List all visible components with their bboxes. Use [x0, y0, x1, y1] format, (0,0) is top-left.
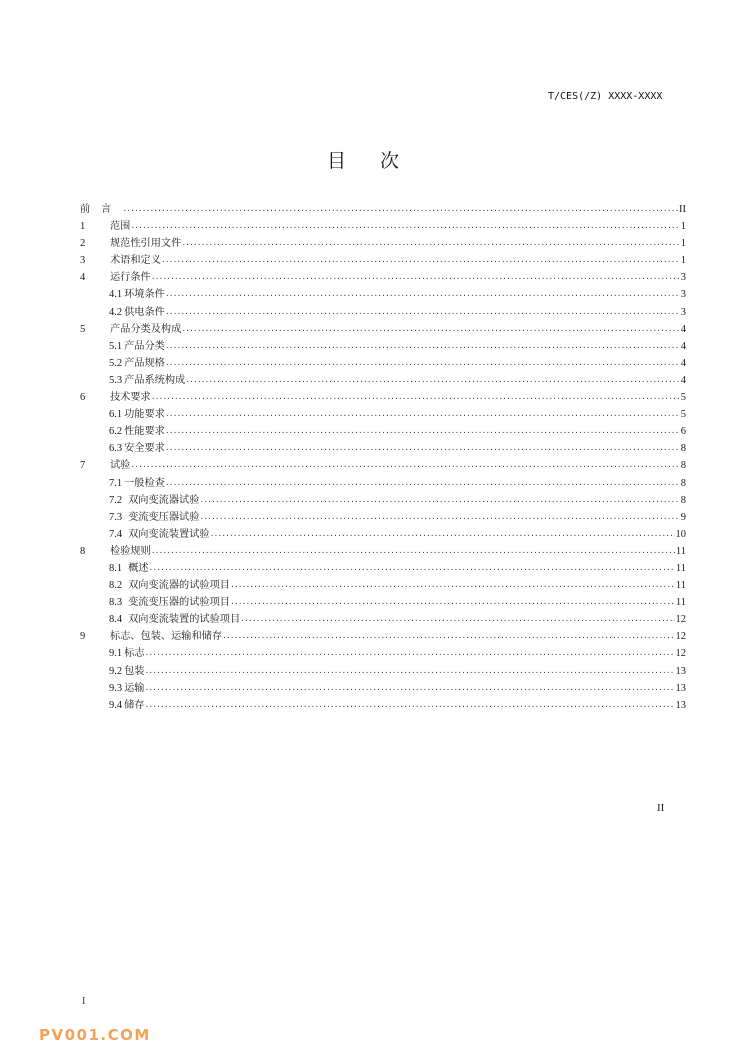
toc-label: 变流变压器试验	[128, 511, 200, 523]
toc-entry[interactable]	[80, 235, 686, 252]
toc-page: 4	[680, 323, 686, 335]
toc-subentry[interactable]	[80, 509, 686, 526]
toc-number: 3	[80, 255, 86, 267]
toc-label: 术语和定义	[110, 255, 161, 267]
toc-number: 9.4	[109, 699, 123, 711]
toc-page: 12	[675, 631, 686, 643]
toc-subentry[interactable]	[80, 355, 686, 372]
toc-number: 5.2	[109, 357, 123, 369]
toc-label: 标志、包装、运输和储存	[110, 631, 223, 643]
toc-page: 3	[680, 289, 686, 301]
toc-label: 前言	[80, 204, 123, 215]
toc-label: 包装	[124, 665, 145, 677]
toc-subentry[interactable]	[80, 526, 686, 543]
toc-number: 9.1	[109, 648, 123, 660]
toc-page: 12	[675, 648, 686, 660]
toc-number: 5.3	[109, 374, 123, 386]
toc-label: 规范性引用文件	[110, 238, 182, 250]
toc-subentry[interactable]	[80, 492, 686, 509]
toc-label: 功能要求	[124, 409, 165, 421]
toc-page: 12	[675, 614, 686, 626]
toc-page: 8	[680, 443, 686, 455]
toc-number: 2	[80, 238, 86, 250]
toc-label: 运行条件	[110, 272, 151, 284]
toc-entry[interactable]	[80, 389, 686, 406]
toc-subentry[interactable]	[80, 440, 686, 457]
dot-leader	[166, 304, 679, 321]
toc-page: 4	[680, 340, 686, 352]
toc-page: 1	[680, 221, 686, 233]
table-of-contents	[80, 201, 686, 714]
toc-number: 9.3	[109, 682, 123, 694]
toc-number: 7.3	[109, 511, 123, 523]
toc-label: 运输	[124, 682, 145, 694]
toc-subentry[interactable]	[80, 304, 686, 321]
toc-label: 双向变流器试验	[128, 494, 200, 506]
dot-leader	[182, 235, 679, 252]
dot-leader	[211, 526, 675, 543]
toc-subentry[interactable]	[80, 645, 686, 662]
toc-entry[interactable]	[80, 269, 686, 286]
toc-entry[interactable]	[80, 218, 686, 235]
dot-leader	[131, 457, 679, 474]
toc-page: 3	[680, 272, 686, 284]
dot-leader	[146, 680, 675, 697]
dot-leader	[166, 423, 679, 440]
toc-page: 5	[680, 392, 686, 404]
toc-label: 产品分类及构成	[110, 323, 182, 335]
dot-leader	[131, 218, 679, 235]
toc-label: 变流变压器的试验项目	[128, 597, 230, 609]
toc-page: 11	[675, 580, 686, 592]
toc-entry[interactable]	[80, 628, 686, 645]
toc-number: 5.1	[109, 340, 123, 352]
toc-label: 产品分类	[124, 340, 165, 352]
dot-leader	[241, 611, 674, 628]
toc-label: 范围	[110, 221, 131, 233]
dot-leader	[186, 372, 679, 389]
toc-number: 6.1	[109, 409, 123, 421]
dot-leader	[123, 201, 678, 218]
dot-leader	[166, 475, 679, 492]
toc-page: II	[679, 204, 686, 215]
dot-leader	[200, 492, 679, 509]
toc-label: 试验	[110, 460, 131, 472]
toc-number: 6	[80, 392, 86, 404]
toc-subentry[interactable]	[80, 611, 686, 628]
dot-leader	[166, 440, 679, 457]
toc-entry[interactable]	[80, 252, 686, 269]
toc-page: 8	[680, 477, 686, 489]
toc-page: 3	[680, 306, 686, 318]
toc-subentry[interactable]	[80, 475, 686, 492]
toc-subentry[interactable]	[80, 560, 686, 577]
toc-label: 概述	[128, 562, 149, 574]
toc-number: 8.2	[109, 580, 123, 592]
toc-label: 双向变流器的试验项目	[128, 580, 230, 592]
toc-subentry[interactable]	[80, 680, 686, 697]
toc-page: 1	[680, 238, 686, 250]
toc-number: 8.3	[109, 597, 123, 609]
toc-number: 4.1	[109, 289, 123, 301]
toc-label: 安全要求	[124, 443, 165, 455]
toc-label: 双向变流装置试验	[128, 528, 210, 540]
toc-label: 产品规格	[124, 357, 165, 369]
toc-page: 11	[675, 545, 686, 557]
toc-page: 1	[680, 255, 686, 267]
toc-page: 11	[675, 597, 686, 609]
toc-number: 8.4	[109, 614, 123, 626]
dot-leader	[162, 252, 679, 269]
toc-number: 7.1	[109, 477, 123, 489]
toc-page: 6	[680, 426, 686, 438]
toc-label: 储存	[124, 699, 145, 711]
toc-entry[interactable]	[80, 543, 686, 560]
toc-subentry[interactable]	[80, 372, 686, 389]
toc-subentry[interactable]	[80, 286, 686, 303]
toc-label: 检验规则	[110, 545, 151, 557]
dot-leader	[152, 269, 679, 286]
toc-subentry[interactable]	[80, 406, 686, 423]
dot-leader	[146, 645, 675, 662]
toc-entry[interactable]	[80, 321, 686, 338]
toc-page: 10	[675, 528, 686, 540]
toc-number: 4.2	[109, 306, 123, 318]
dot-leader	[150, 560, 675, 577]
toc-label: 性能要求	[124, 426, 165, 438]
dot-leader	[166, 338, 679, 355]
toc-number: 6.3	[109, 443, 123, 455]
dot-leader	[182, 321, 679, 338]
toc-subentry[interactable]	[80, 338, 686, 355]
toc-number: 1	[80, 221, 86, 233]
toc-entry[interactable]	[80, 457, 686, 474]
document-code: T/CES(/Z) XXXX-XXXX	[548, 91, 663, 102]
toc-number: 9	[80, 631, 86, 643]
toc-number: 6.2	[109, 426, 123, 438]
toc-number: 4	[80, 272, 86, 284]
toc-entry-foreword[interactable]	[80, 201, 686, 218]
toc-number: 7.2	[109, 494, 123, 506]
toc-page: 4	[680, 374, 686, 386]
toc-page: 8	[680, 460, 686, 472]
toc-page: 13	[675, 682, 686, 694]
toc-number: 8	[80, 545, 86, 557]
toc-subentry[interactable]	[80, 663, 686, 680]
dot-leader	[152, 543, 675, 560]
dot-leader	[152, 389, 679, 406]
toc-subentry[interactable]	[80, 423, 686, 440]
toc-page: 8	[680, 494, 686, 506]
toc-page: 13	[675, 699, 686, 711]
dot-leader	[166, 286, 679, 303]
dot-leader	[166, 355, 679, 372]
dot-leader	[231, 577, 675, 594]
toc-label: 一般检查	[124, 477, 165, 489]
toc-page: 5	[680, 409, 686, 421]
dot-leader	[166, 406, 679, 423]
toc-label: 技术要求	[110, 392, 151, 404]
page-bottom-mark: I	[82, 996, 86, 1007]
toc-label: 环境条件	[124, 289, 165, 301]
page-title: 目次	[326, 150, 433, 172]
toc-number: 8.1	[109, 562, 123, 574]
dot-leader	[200, 509, 679, 526]
toc-number: 7.4	[109, 528, 123, 540]
watermark: PV001.COM	[39, 1026, 151, 1044]
toc-label: 供电条件	[124, 306, 165, 318]
dot-leader	[231, 594, 675, 611]
toc-number: 5	[80, 323, 86, 335]
toc-subentry[interactable]	[80, 577, 686, 594]
toc-page: 13	[675, 665, 686, 677]
toc-number: 9.2	[109, 665, 123, 677]
toc-page: 11	[675, 562, 686, 574]
toc-number: 7	[80, 460, 86, 472]
dot-leader	[146, 697, 675, 714]
dot-leader	[146, 663, 675, 680]
toc-subentry[interactable]	[80, 594, 686, 611]
toc-label: 产品系统构成	[124, 374, 186, 386]
toc-subentry[interactable]	[80, 697, 686, 714]
page-number: II	[657, 802, 665, 814]
toc-label: 双向变流装置的试验项目	[128, 614, 241, 626]
toc-page: 9	[680, 511, 686, 523]
toc-page: 4	[680, 357, 686, 369]
toc-label: 标志	[124, 648, 145, 660]
dot-leader	[223, 628, 674, 645]
